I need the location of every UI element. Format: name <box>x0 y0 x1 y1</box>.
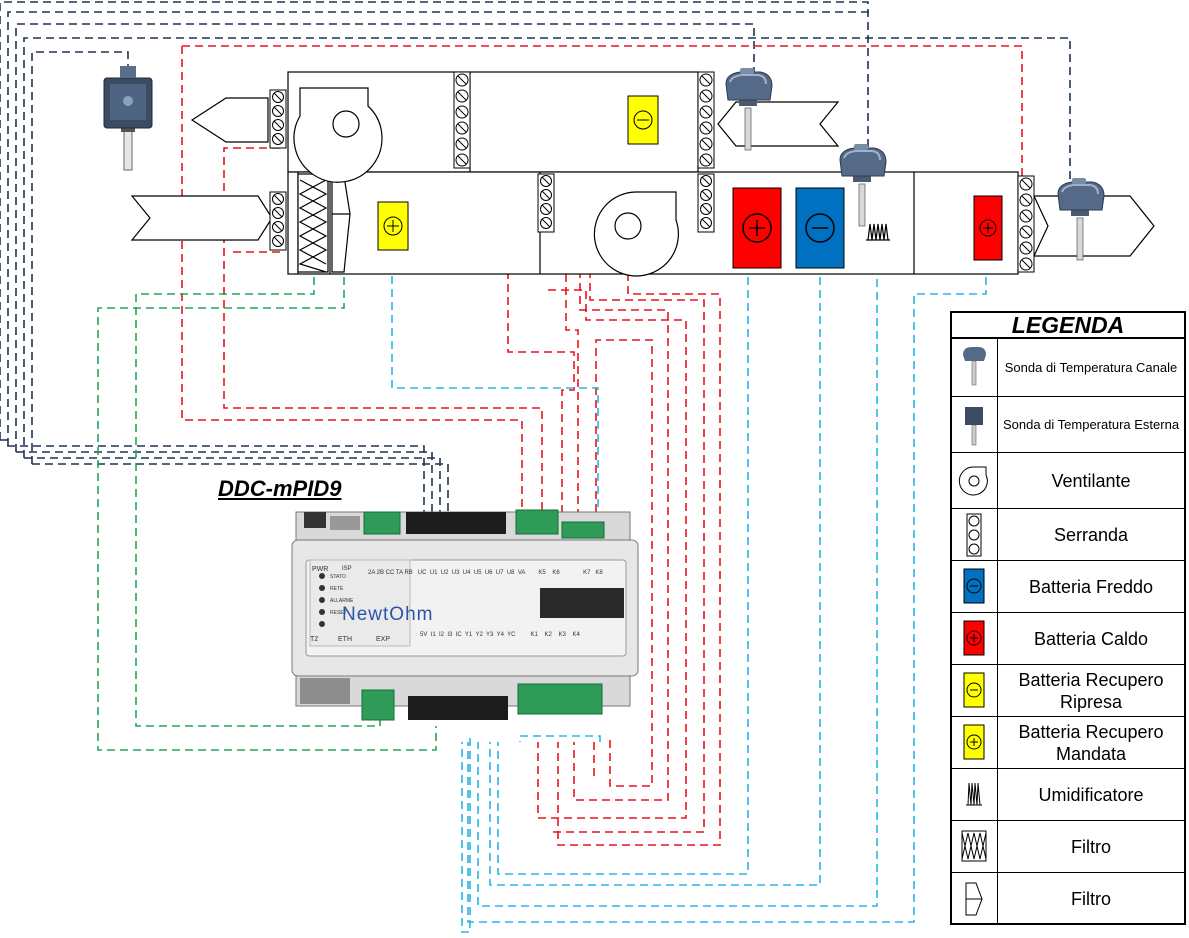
outdoor-air-arrow <box>132 196 272 240</box>
legend-item <box>952 872 1184 925</box>
led-label-allarme: ALLARME <box>330 598 354 604</box>
led-label-stato: STATO <box>330 574 346 580</box>
legend-item-label: Sonda di Temperatura Canale <box>1004 360 1178 375</box>
top-terminal-labels: 2A 2B CC TA RB UC U1 U2 U3 U4 U5 U6 U7 U8 VA K5 K6 K7 K8 <box>368 570 603 576</box>
legend-item <box>952 396 1184 452</box>
legend-item-label: Ventilante <box>1051 470 1131 491</box>
legend-item-label: Batteria Recupero Mandata <box>1018 721 1164 764</box>
legend-item-label: Umidificatore <box>1038 784 1144 805</box>
post-heating-coil <box>974 196 1002 260</box>
legend-item-label: Serranda <box>1053 524 1129 545</box>
humidifier-icon <box>952 769 998 820</box>
port-label-exp: EXP <box>376 636 391 643</box>
led-label-rete: RETE <box>330 586 344 592</box>
exhaust-air-arrow <box>192 98 268 142</box>
fan-icon <box>952 453 998 508</box>
damper-icon <box>952 509 998 560</box>
legend-item-label: Sonda di Temperatura Esterna <box>1002 417 1180 432</box>
legend-item <box>952 338 1184 396</box>
outdoor-temperature-probe-icon <box>952 397 998 452</box>
legend-item <box>952 820 1184 872</box>
cooling-coil <box>796 188 844 268</box>
recovery-coil-supply <box>378 202 408 250</box>
filter-pleated <box>298 174 328 272</box>
duct-temperature-probe-icon <box>952 339 998 396</box>
legend-item-label: Filtro <box>1071 836 1111 857</box>
led-label-reset: RESET <box>330 610 347 616</box>
legend-item <box>952 716 1184 768</box>
controller-brand: NewtOhm <box>342 604 434 625</box>
outdoor-temperature-probe <box>104 66 152 170</box>
legend-item-label: Batteria Recupero Ripresa <box>1018 669 1164 712</box>
legend-item-label: Batteria Caldo <box>1033 628 1149 649</box>
recovery-coil-supply-icon <box>952 717 998 768</box>
recovery-coil-return <box>628 96 658 144</box>
legend-item <box>952 768 1184 820</box>
legend-item <box>952 452 1184 508</box>
bag-filter-icon <box>952 873 998 925</box>
led-label-pwr: PWR <box>312 566 329 573</box>
legend-item <box>952 508 1184 560</box>
return-air-arrow <box>718 102 838 146</box>
port-label-eth: ETH <box>338 636 352 643</box>
heating-coil-icon <box>952 613 998 664</box>
legend-title: LEGENDA <box>952 313 1184 338</box>
controller-title: DDC-mPID9 <box>218 476 342 501</box>
bottom-terminal-labels: 5V I1 I2 I3 IC Y1 Y2 Y3 Y4 YC K1 K2 K3 K4 <box>420 632 580 638</box>
recovery-coil-return-icon <box>952 665 998 716</box>
supply-fan <box>594 192 678 276</box>
legend <box>950 311 1186 925</box>
legend-item <box>952 664 1184 716</box>
port-label-isp: ISP <box>342 566 352 572</box>
legend-item-label: Filtro <box>1071 889 1111 909</box>
port-label-t2: T2 <box>310 636 319 643</box>
legend-item-label: Batteria Freddo <box>1028 576 1154 597</box>
filter-icon <box>952 821 998 872</box>
heating-coil <box>733 188 781 268</box>
legend-item <box>952 612 1184 664</box>
cooling-coil-icon <box>952 561 998 612</box>
legend-item <box>952 560 1184 612</box>
